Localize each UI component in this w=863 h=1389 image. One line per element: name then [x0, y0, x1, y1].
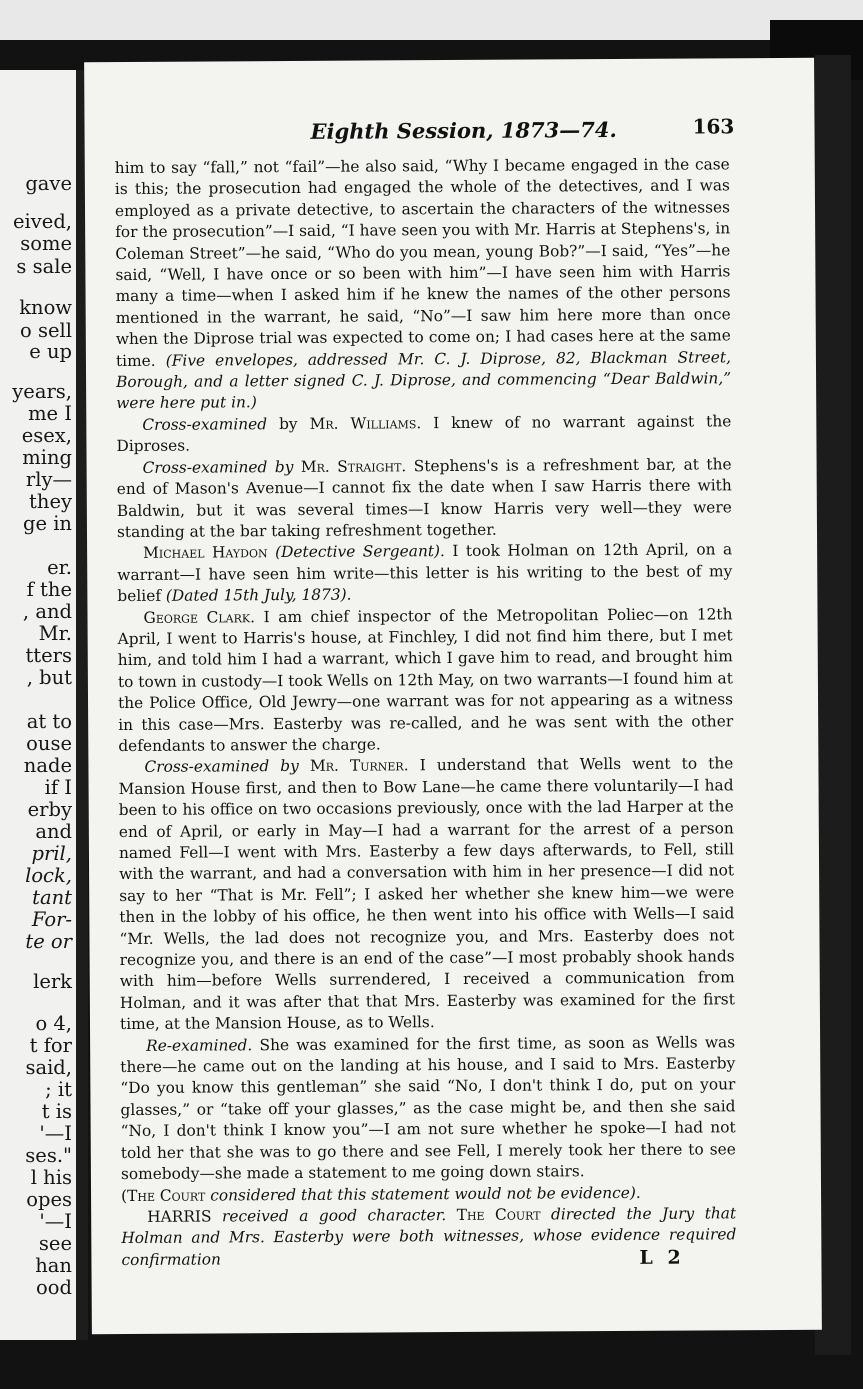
- by-word: by: [278, 414, 298, 433]
- left-line: lerk: [33, 970, 72, 993]
- left-line: at to: [26, 710, 72, 733]
- left-line: er.: [47, 556, 72, 579]
- defendant-name: HARRIS: [147, 1207, 212, 1226]
- left-line: For-: [31, 908, 72, 931]
- page-number: 163: [692, 114, 735, 139]
- left-line: years,: [12, 380, 72, 403]
- left-line: said,: [25, 1056, 72, 1079]
- left-line: if I: [44, 776, 72, 799]
- testimony-text: I took Holman on 12th April, on a warrant—I have seen him write—this letter is his writing to the best of my belief: [117, 540, 733, 606]
- testimony-text: I knew of no warrant against the Diproses.: [116, 412, 732, 456]
- left-line: te or: [25, 930, 72, 953]
- left-line: '—I: [39, 1122, 72, 1145]
- paragraph: [118, 754, 735, 1036]
- left-line: opes: [26, 1188, 72, 1211]
- left-line: nade: [23, 754, 72, 777]
- testimony-text: Stephens's is a refreshment bar, at the end of Mason's Avenue—I cannot fix the date when I saw Harris there with Baldwin, but it was several times—I know Harris very well—they were standing at the bar taking refreshment together.: [116, 454, 732, 541]
- left-line: ge in: [22, 512, 72, 535]
- left-line: see: [38, 1232, 72, 1255]
- re-examined-label: Re-examined.: [146, 1035, 253, 1055]
- paragraph: [120, 1032, 736, 1186]
- paragraph: [115, 154, 732, 415]
- left-line: and: [35, 820, 72, 843]
- left-line: me I: [28, 402, 72, 425]
- left-line: o 4,: [35, 1012, 72, 1035]
- witness-name: George Clark.: [143, 607, 256, 627]
- witness-name: Michael Haydon: [143, 543, 268, 563]
- right-page: [84, 58, 822, 1334]
- left-line: esex,: [21, 424, 72, 447]
- printer-signature: L 2: [639, 1246, 685, 1269]
- left-line: ses.": [25, 1144, 72, 1167]
- paragraph: [117, 604, 733, 758]
- body-text: [115, 154, 737, 1271]
- left-line: tters: [25, 644, 72, 667]
- left-line: eived,: [12, 210, 72, 233]
- left-line: , but: [26, 666, 72, 689]
- running-title: Eighth Session, 1873—74.: [310, 116, 617, 144]
- left-line: , and: [22, 600, 72, 623]
- exhibit-note: (Dated 15th July, 1873).: [165, 585, 352, 605]
- left-line: ouse: [26, 732, 72, 755]
- left-line: erby: [27, 798, 72, 821]
- left-line: e up: [29, 340, 72, 363]
- left-line: tant: [32, 886, 72, 909]
- counsel-name: Mr. Straight.: [300, 456, 407, 476]
- left-line: rly—: [25, 468, 72, 491]
- left-line: some: [20, 232, 72, 255]
- testimony-text: She was examined for the first time, as soon as Wells was there—he came out on the landing at his house, and I said to Mrs. Easterby “Do you know this gentleman” she said “No, I don't think I do, put on your glasses,” or “take off your glasses,” as the case might be, and then she said “No, I don't think I know you”—I am not sure whether he spoke—I had not told her that she was to go there and see Fell, I merely took her there to see somebody—she made a statement to me going down stairs.: [120, 1032, 736, 1184]
- left-line: Mr.: [38, 622, 72, 645]
- court-direction: directed the Jury that Holman and Mrs. Easterby were both witnesses, whose evidence required confirmation: [121, 1204, 737, 1269]
- left-page-fragment: [0, 70, 76, 1340]
- left-line: '—I: [39, 1210, 72, 1233]
- court-label: (The Court: [120, 1186, 206, 1205]
- left-line: t is: [41, 1100, 72, 1123]
- left-line: they: [29, 490, 72, 513]
- left-line: l his: [30, 1166, 72, 1189]
- left-line: lock,: [25, 864, 72, 887]
- scan-background-top: [0, 0, 863, 40]
- exhibit-note: (Five envelopes, addressed Mr. C. J. Diprose, 82, Blackman Street, Borough, and a letter signed C. J. Diprose, and commencing “Dear Baldwin,” were here put in.): [116, 347, 732, 413]
- left-line: know: [19, 296, 72, 319]
- court-label: The Court: [456, 1205, 541, 1224]
- left-line: f the: [26, 578, 72, 601]
- paragraph: [117, 540, 732, 608]
- testimony-text: I am chief inspector of the Metropolitan Poliec—on 12th April, I went to Harris's house, at Finchley, I did not find him there, but I met him, and told him I had a warrant, which I gave him to read, and brought him to town in custody—I took Wells on 12th May, on two warrants—I found him at the Police Office, Old Jewry—one warrant was for not appearing as a witness in this case—Mrs. Easterby was re-called, and he was sent with the other defendants to answer the charge.: [117, 604, 734, 756]
- left-line: ood: [36, 1276, 72, 1299]
- testimony-text: him to say “fall,” not “fail”—he also said, “Why I became engaged in the case is this; the prosecution had engaged the whole of the detectives, and I was employed as a private detective, to ascertain the characters of the witnesses for the prosecution”—I said, “I have seen you with Mr. Harris at Stephens's, in Coleman Street”—he said, “Who do you mean, young Bob?”—I said, “Yes”—he said, “Well, I have once or so been with him”—I have seen him with Harris many a time—when I asked him if he knew the names of the other persons mentioned in the warrant, he said, “No”—I saw him here more than once when the Diprose trial was expected to come on; I had cases here at the same time.: [114, 155, 731, 370]
- left-line: ; it: [45, 1078, 72, 1101]
- testimony-text: I understand that Wells went to the Mansion House first, and then to Bow Lane—he came there voluntarily—I had been to his office on two occasions previously, once with the lad Harper at the end of April, or early in May—I had a warrant for the arrest of a person named Fell—I went with Mrs. Easterby a few days afterwards, to Fell, still with the warrant, and had a conversation with him in her presence—I did not say to her “That is Mr. Fell”; I asked her whether she knew him—we were then in the lobby of his office, he then went into his office with Wells—I said “Mr. Wells, the lad does not recognize you, and Mrs. Easterby does not recognize you, and there is an end of the case”—I most probably shook hands with him—before Wells surrendered, I received a communication from Holman, and it was after that that Mrs. Easterby was examined for the first time, at the Mansion House, as to Wells.: [118, 754, 735, 1034]
- left-line: o sell: [20, 319, 72, 342]
- cross-examined-label: Cross-examined by: [144, 757, 299, 777]
- left-line: t for: [29, 1034, 72, 1057]
- left-line: ming: [22, 446, 72, 469]
- counsel-name: Mr. Williams.: [309, 414, 422, 433]
- running-head: [84, 116, 814, 150]
- left-line: han: [35, 1254, 72, 1277]
- paragraph: [116, 411, 731, 458]
- paragraph: [117, 454, 733, 543]
- witness-role: (Detective Sergeant).: [275, 542, 445, 562]
- counsel-name: Mr. Turner.: [309, 756, 409, 776]
- left-line: s sale: [16, 255, 72, 278]
- character-note: received a good character.: [221, 1205, 447, 1226]
- left-line: pril,: [31, 842, 72, 865]
- cross-examined-label: Cross-examined by: [142, 457, 294, 477]
- cross-examined-label: Cross-examined: [142, 415, 268, 434]
- court-ruling: considered that this statement would not be evidence).: [210, 1183, 641, 1204]
- left-line: gave: [25, 172, 72, 195]
